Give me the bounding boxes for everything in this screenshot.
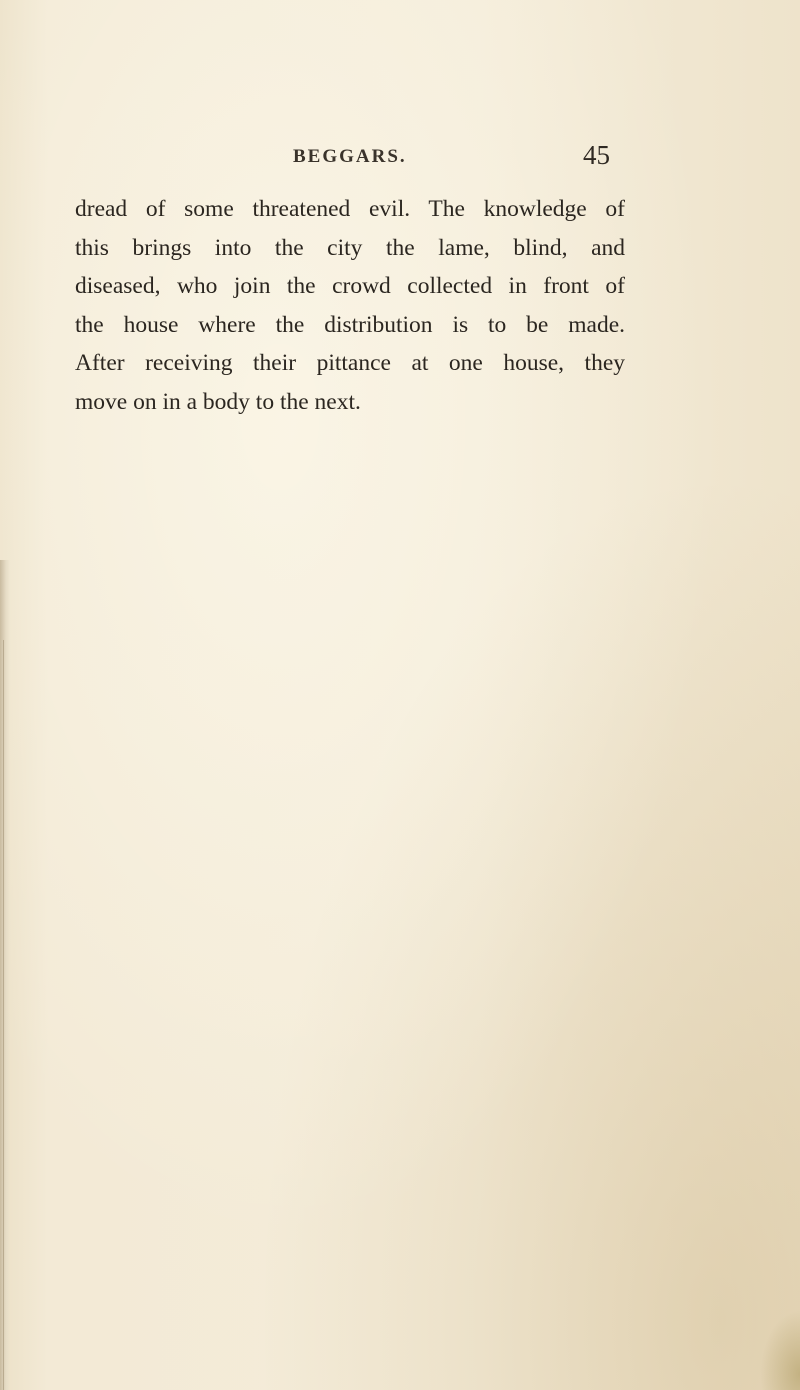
- corner-stain: [760, 1310, 800, 1390]
- text-line: diseased, who join the crowd collected in front of: [75, 273, 625, 299]
- text-line: dread of some threatened evil. The knowledge of: [75, 196, 625, 222]
- text-line: move on in a body to the next.: [75, 388, 361, 415]
- page-edge-line: [3, 640, 4, 1390]
- page-edge-shadow: [0, 560, 10, 1390]
- page-number: 45: [583, 140, 610, 170]
- body-paragraph: [75, 190, 625, 421]
- running-head: BEGGARS.: [293, 146, 407, 167]
- page-header: [0, 140, 800, 180]
- text-line: this brings into the city the lame, blind, and: [75, 234, 625, 261]
- text-line: After receiving their pittance at one house, they: [75, 350, 625, 376]
- text-line: the house where the distribution is to be made.: [75, 311, 625, 338]
